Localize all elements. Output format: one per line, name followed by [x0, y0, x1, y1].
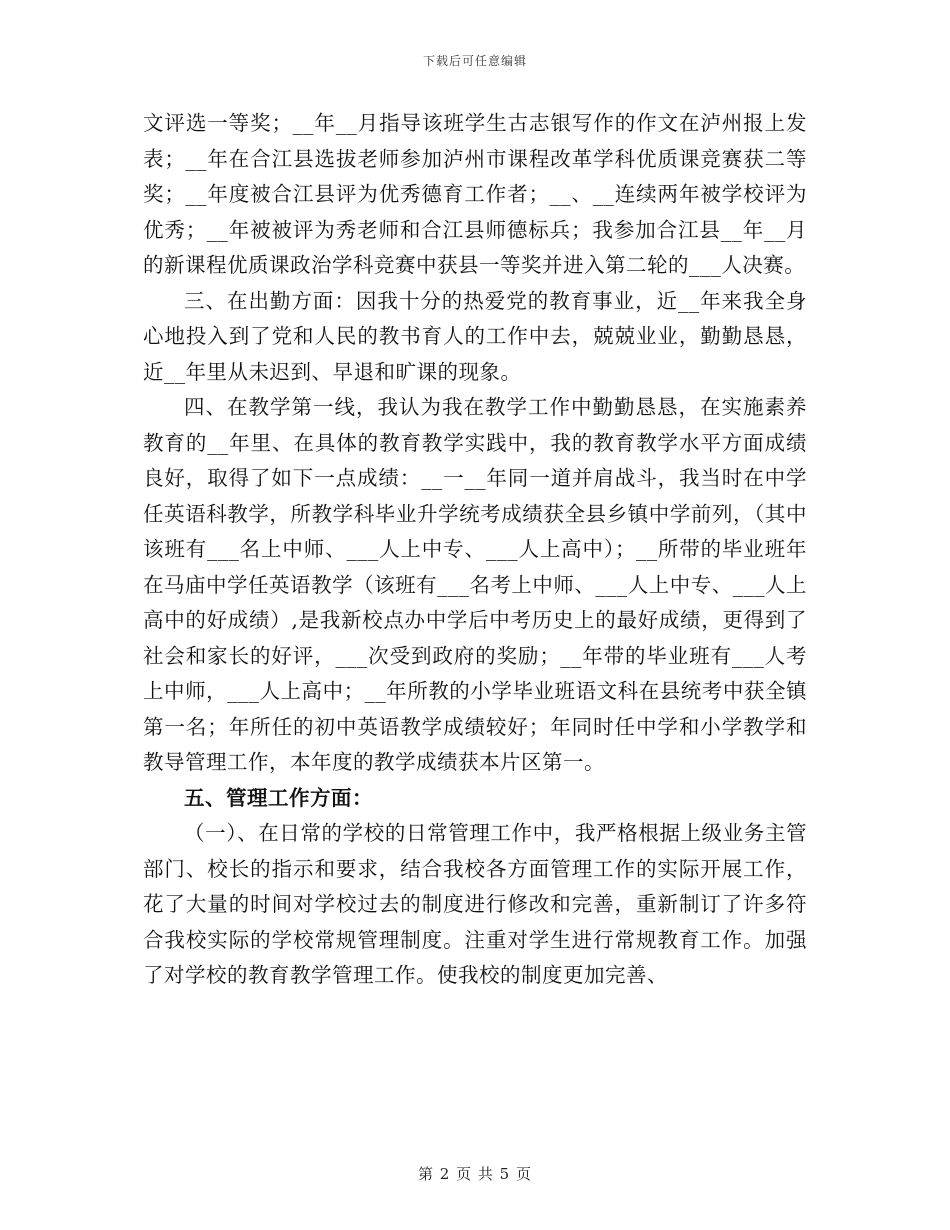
section-heading-management: 五、管理工作方面：: [184, 785, 373, 810]
paragraph-attendance: 三、在出勤方面：因我十分的热爱党的教育事业，近__年来我全身心地投入到了党和人民的教书育人的工作中去，兢兢业业，勤勤恳恳，近__年里从未迟到、早退和旷课的现象。: [143, 288, 807, 384]
paragraph-awards-continued: 文评选一等奖；__年__月指导该班学生古志银写作的作文在泸州报上发表；__年在合江县选拔老师参加泸州市课程改革学科优质课竞赛获二等奖；__年度被合江县评为优秀德育工作者；__、__连续两年被学校评为优秀；__年被被评为秀老师和合江县师德标兵；我参加合江县__年__月的新课程优质课政治学科竞赛中获县一等奖并进入第二轮的___人决赛。: [143, 111, 807, 277]
page-number-footer: 第 2 页 共 5 页: [418, 1165, 532, 1183]
paragraph-teaching: 四、在教学第一线，我认为我在教学工作中勤勤恳恳，在实施素养教育的__年里、在具体的教育教学实践中，我的教育教学水平方面成绩良好，取得了如下一点成绩：__一__年同一道并肩战斗，我当时在中学任英语科教学，所教学科毕业升学统考成绩获全县乡镇中学前列，（其中该班有___名上中师、___人上中专、___人上高中）；__所带的毕业班年在马庙中学任英语教学（该班有___名考上中师、___人上中专、___人上高中的好成绩）,是我新校点办中学后中考历史上的最好成绩，更得到了社会和家长的好评，___次受到政府的奖励；__年带的毕业班有___人考上中师，___人上高中；__年所教的小学毕业班语文科在县统考中获全镇第一名；年所任的初中英语教学成绩较好；年同时任中学和小学教学和教导管理工作，本年度的教学成绩获本片区第一。: [143, 395, 807, 774]
document-body: [143, 106, 807, 994]
paragraph-management: （一）、在日常的学校的日常管理工作中，我严格根据上级业务主管部门、校长的指示和要求，结合我校各方面管理工作的实际开展工作，花了大量的时间对学校过去的制度进行修改和完善，重新制订了许多符合我校实际的学校常规管理制度。注重对学生进行常规教育工作。加强了对学校的教育教学管理工作。使我校的制度更加完善、: [143, 821, 807, 987]
page-header: 下载后可任意编辑: [422, 54, 527, 68]
